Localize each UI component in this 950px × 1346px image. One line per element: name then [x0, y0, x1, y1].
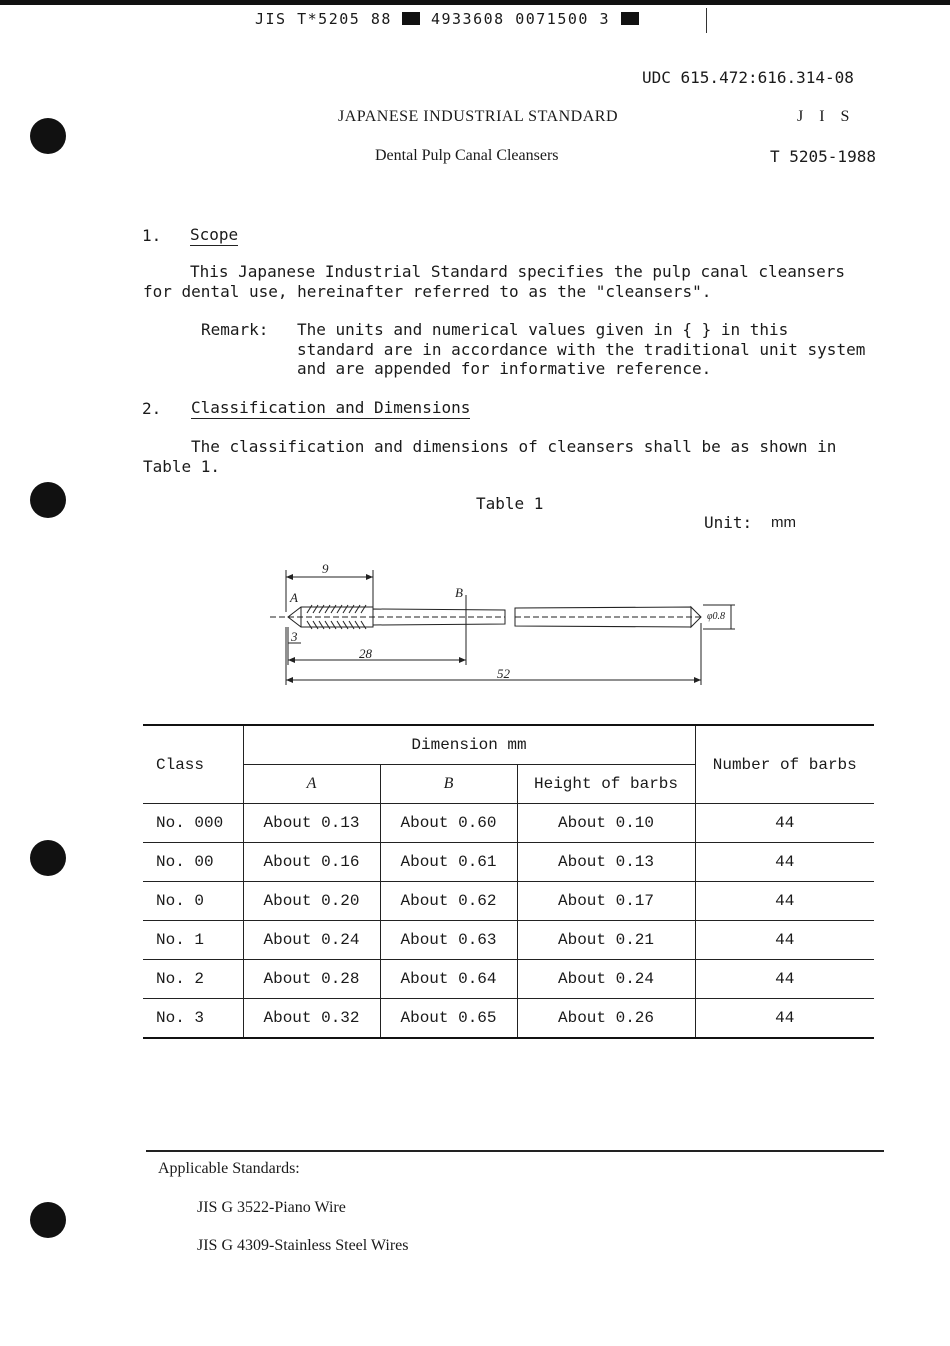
dim-label-28: 28 — [359, 646, 372, 661]
header-height-of-barbs: Height of barbs — [517, 765, 695, 804]
cell-barbs: 44 — [695, 882, 874, 921]
unit-value: mm — [771, 514, 796, 531]
remark-line-2: standard are in accordance with the traditional unit system — [297, 340, 866, 359]
unit-label: Unit: — [704, 513, 753, 532]
cell-b: About 0.64 — [380, 960, 517, 999]
cell-height: About 0.10 — [517, 804, 695, 843]
cell-a: About 0.32 — [243, 999, 380, 1039]
cell-class: No. 0 — [143, 882, 243, 921]
cell-height: About 0.21 — [517, 921, 695, 960]
punch-hole-2 — [30, 482, 66, 518]
applicable-standards-title: Applicable Standards: — [158, 1160, 300, 1177]
section-2-number: 2. — [142, 399, 162, 418]
table-row — [143, 921, 874, 960]
jis-mark: J I S — [797, 108, 856, 125]
header-number-of-barbs: Number of barbs — [695, 725, 874, 804]
table-row — [143, 843, 874, 882]
punch-hole-4 — [30, 1202, 66, 1238]
punch-hole-1 — [30, 118, 66, 154]
header-b: B — [380, 765, 517, 804]
cell-barbs: 44 — [695, 921, 874, 960]
document-title: Dental Pulp Canal Cleansers — [375, 147, 559, 164]
scope-paragraph-line-2: for dental use, hereinafter referred to as the "cleansers". — [143, 282, 712, 301]
dim-label-a: A — [290, 590, 298, 605]
section-1-heading: Scope — [190, 225, 239, 244]
header-class: Class — [143, 725, 243, 804]
applicable-standard-item: JIS G 3522-Piano Wire — [197, 1199, 346, 1216]
dim-label-b: B — [455, 585, 463, 600]
cell-a: About 0.24 — [243, 921, 380, 960]
header-dimension: Dimension mm — [243, 725, 695, 765]
cell-a: About 0.28 — [243, 960, 380, 999]
applicable-standards-rule — [146, 1150, 884, 1152]
table-row — [143, 960, 874, 999]
header-a: A — [243, 765, 380, 804]
cell-height: About 0.26 — [517, 999, 695, 1039]
dim-label-shank: φ0.8 — [707, 611, 726, 622]
section-1-number: 1. — [142, 226, 162, 245]
classification-paragraph-line-2: Table 1. — [143, 457, 221, 476]
cell-height: About 0.17 — [517, 882, 695, 921]
top-right-tick — [706, 8, 707, 33]
section-2-heading: Classification and Dimensions — [191, 398, 471, 417]
scan-code-2: 4933608 0071500 3 — [430, 10, 610, 28]
classification-paragraph-line-1: The classification and dimensions of cleansers shall be as shown in — [191, 437, 837, 456]
cell-b: About 0.62 — [380, 882, 517, 921]
table-row — [143, 804, 874, 843]
scan-block-mark — [402, 12, 420, 25]
cell-b: About 0.60 — [380, 804, 517, 843]
table-caption: Table 1 — [476, 494, 544, 513]
dim-label-3: 3 — [291, 629, 298, 644]
table-row — [143, 882, 874, 921]
dim-label-9: 9 — [322, 561, 329, 576]
top-border-line — [0, 0, 950, 5]
cell-barbs: 44 — [695, 843, 874, 882]
cell-height: About 0.24 — [517, 960, 695, 999]
table-row — [143, 999, 874, 1039]
document-number: T 5205-1988 — [770, 147, 876, 166]
cell-barbs: 44 — [695, 804, 874, 843]
scope-paragraph-line-1: This Japanese Industrial Standard specifies the pulp canal cleansers — [190, 262, 846, 281]
remark-line-3: and are appended for informative reference. — [297, 359, 712, 378]
cell-b: About 0.61 — [380, 843, 517, 882]
classification-table — [143, 724, 874, 1039]
remark-line-1: The units and numerical values given in { } in this — [297, 320, 789, 339]
standard-title: JAPANESE INDUSTRIAL STANDARD — [338, 108, 618, 125]
cell-b: About 0.63 — [380, 921, 517, 960]
cell-barbs: 44 — [695, 960, 874, 999]
cell-a: About 0.13 — [243, 804, 380, 843]
cell-a: About 0.20 — [243, 882, 380, 921]
barbs-top — [307, 605, 366, 613]
cell-height: About 0.13 — [517, 843, 695, 882]
barbs-bottom — [307, 621, 366, 629]
cleanser-diagram — [255, 555, 755, 695]
applicable-standard-item: JIS G 4309-Stainless Steel Wires — [197, 1237, 409, 1254]
dim-label-52: 52 — [497, 666, 510, 681]
remark-label: Remark: — [201, 320, 269, 339]
cell-class: No. 2 — [143, 960, 243, 999]
udc-code: UDC 615.472:616.314-08 — [642, 68, 854, 87]
punch-hole-3 — [30, 840, 66, 876]
scan-block-mark-2 — [621, 12, 639, 25]
cell-class: No. 00 — [143, 843, 243, 882]
scan-code: JIS T*5205 88 — [255, 10, 392, 28]
scan-barcode-line — [255, 10, 639, 28]
cell-class: No. 000 — [143, 804, 243, 843]
cell-class: No. 3 — [143, 999, 243, 1039]
cell-a: About 0.16 — [243, 843, 380, 882]
cell-b: About 0.65 — [380, 999, 517, 1039]
cell-class: No. 1 — [143, 921, 243, 960]
cell-barbs: 44 — [695, 999, 874, 1039]
